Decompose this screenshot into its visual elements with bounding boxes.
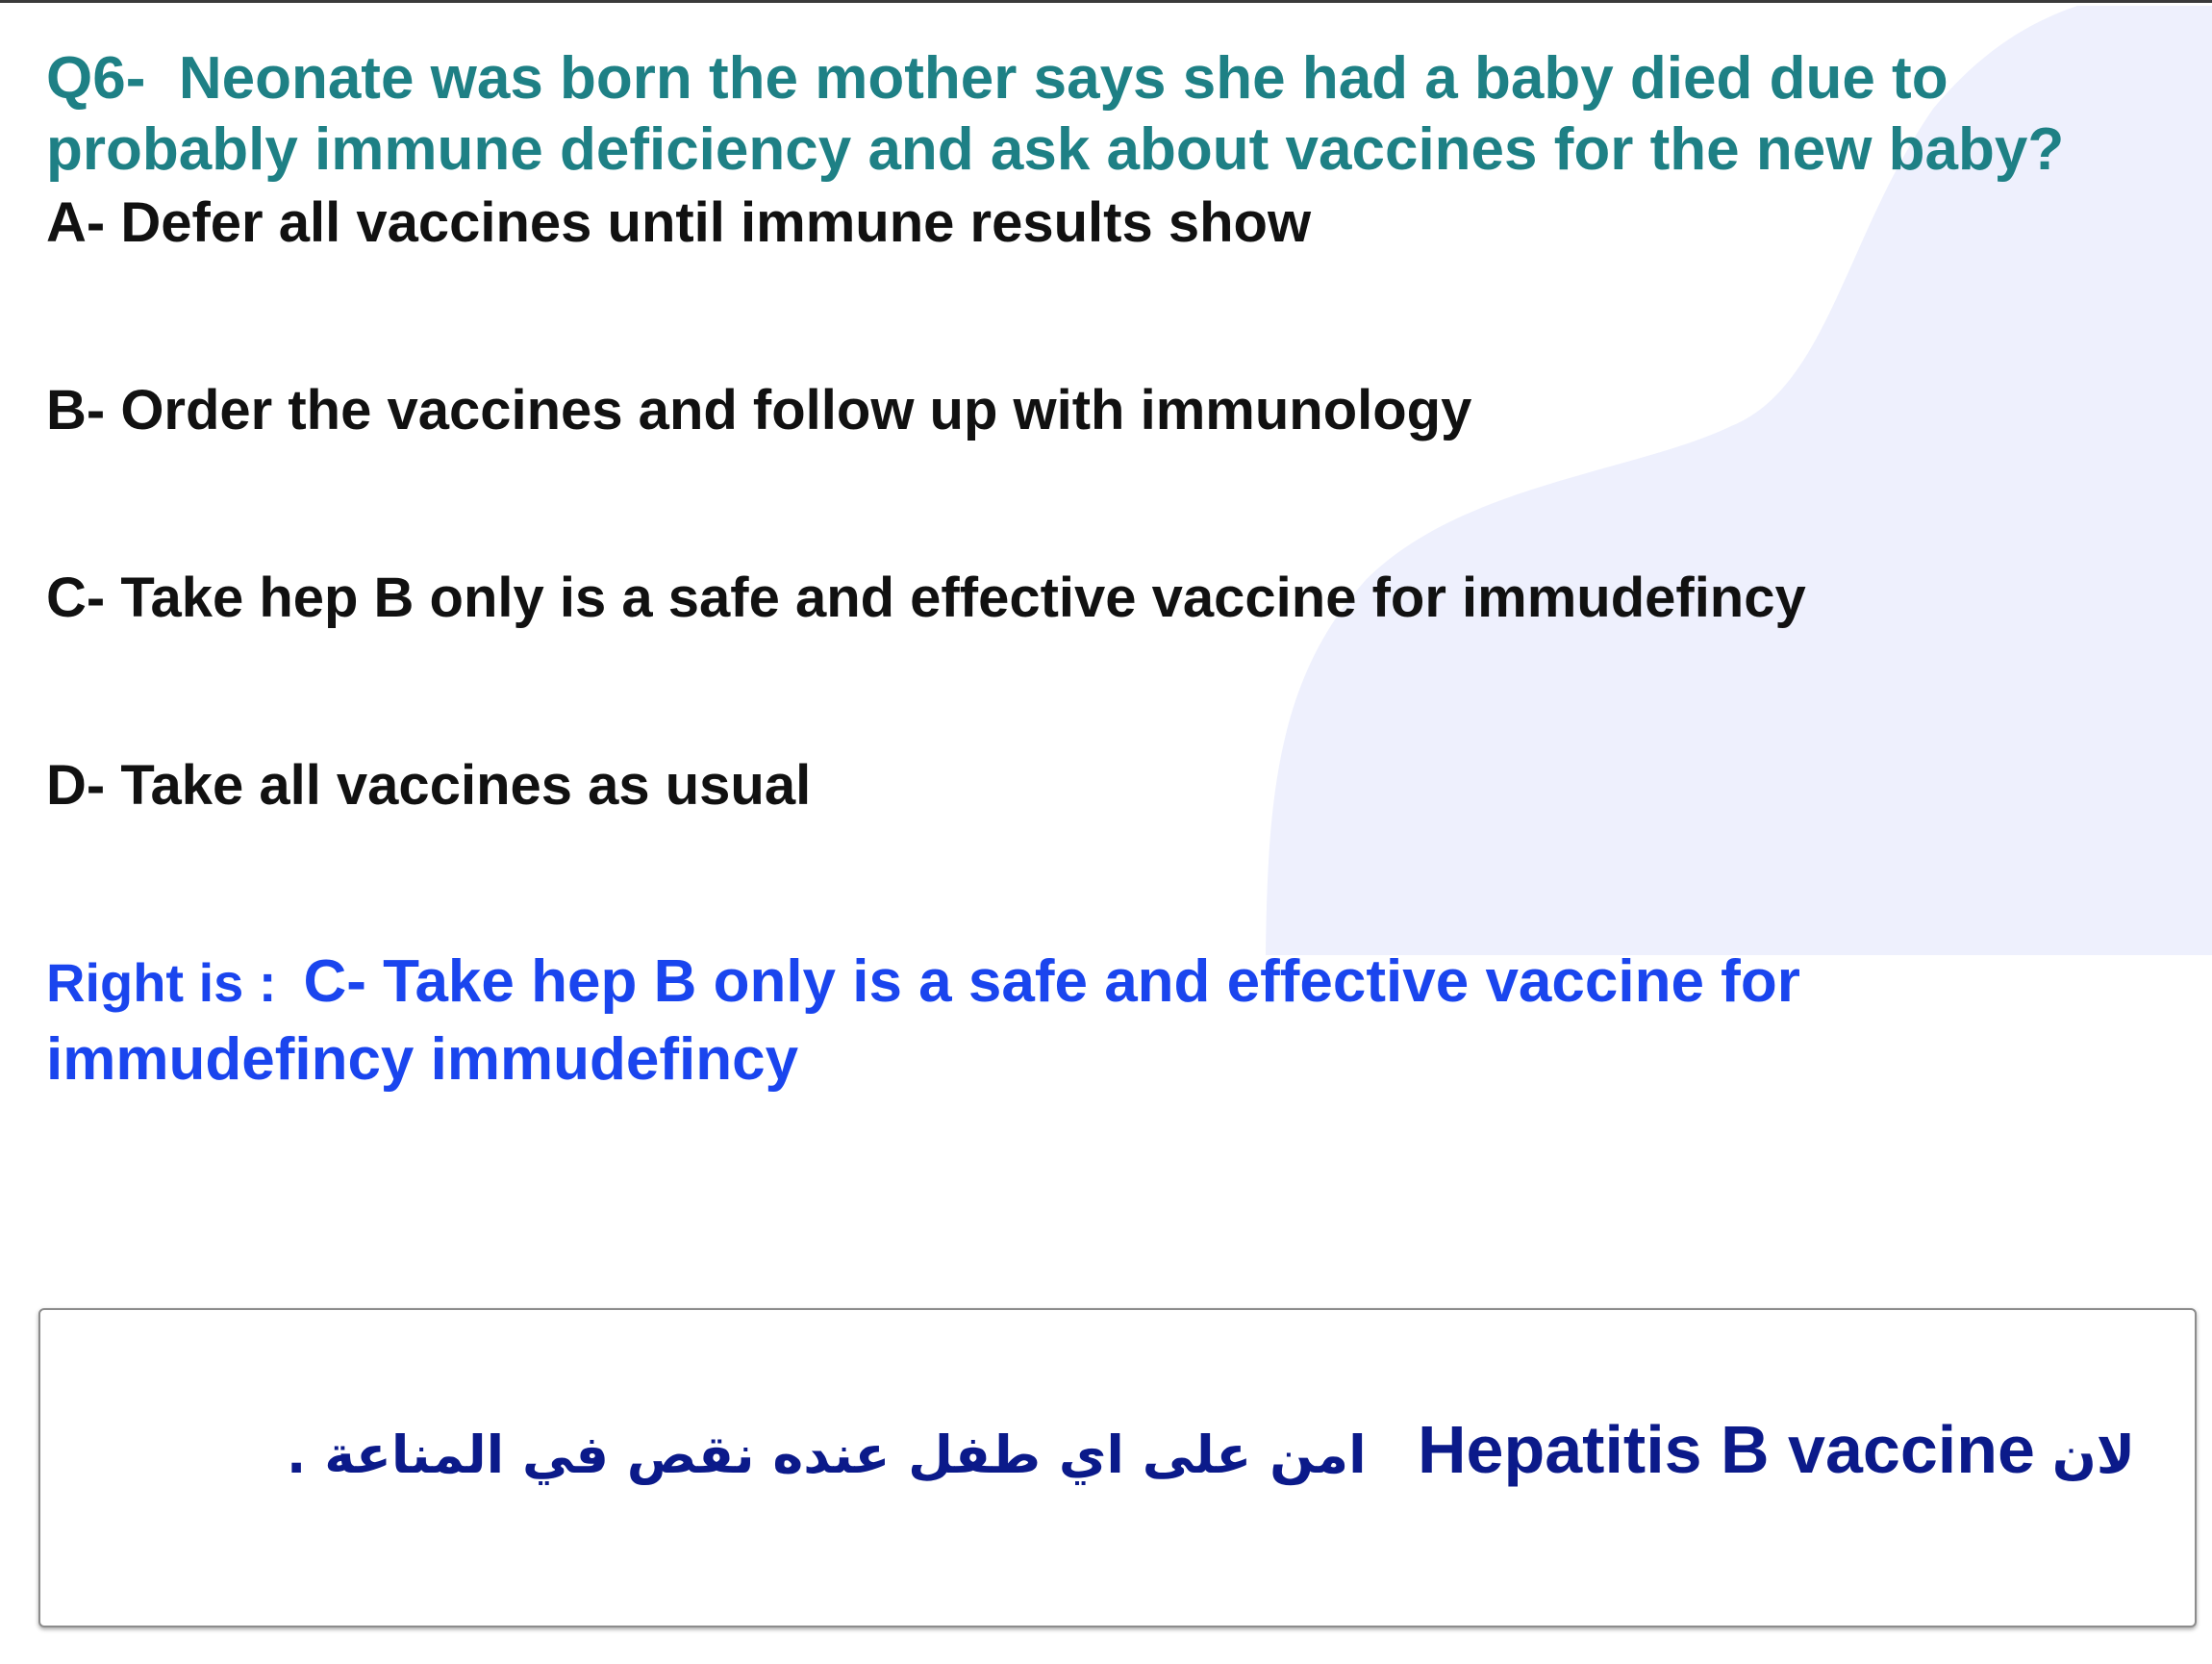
explanation-text: [287, 1406, 2135, 1499]
explanation-prefix: لان: [2051, 1424, 2135, 1485]
explanation-rest: امن على اي طفل عنده نقص في المناعة .: [286, 1424, 1367, 1485]
option-d[interactable]: D- Take all vaccines as usual: [46, 754, 812, 817]
question-body: Neonate was born the mother says she had a baby died due to probably immune deficiency and ask about vaccines for the new baby?: [46, 45, 2065, 183]
option-c[interactable]: C- Take hep B only is a safe and effective vaccine for immudefincy: [46, 567, 1806, 629]
question-text: [46, 43, 2181, 186]
answer-label: Right is :: [46, 952, 277, 1013]
explanation-box: [38, 1308, 2197, 1627]
question-number: Q6-: [46, 45, 146, 112]
option-a[interactable]: A- Defer all vaccines until immune results show: [46, 191, 1312, 254]
correct-answer: [46, 944, 2162, 1098]
explanation-vaccine: Hepatitis B vaccine: [1417, 1412, 2035, 1487]
answer-text: C- Take hep B only is a safe and effective vaccine for immudefincy immudefincy: [46, 948, 1800, 1093]
option-b[interactable]: B- Order the vaccines and follow up with immunology: [46, 379, 1472, 441]
